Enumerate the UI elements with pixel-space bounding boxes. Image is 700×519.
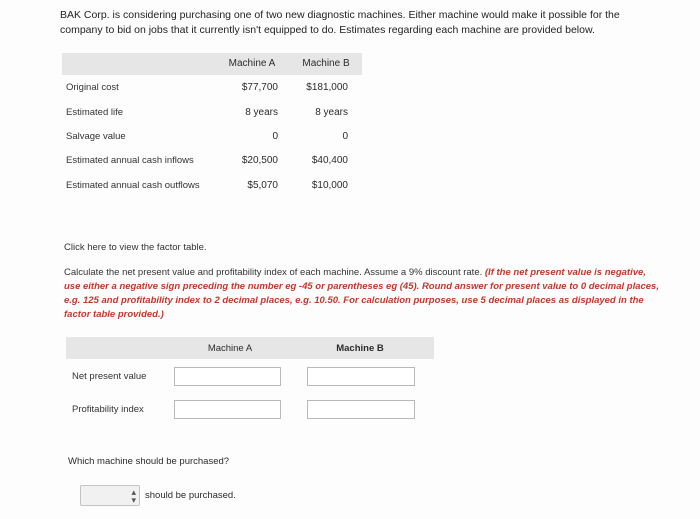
machine-select-dropdown[interactable] bbox=[80, 485, 140, 506]
chevron-updown-icon: ▴ ▾ bbox=[131, 487, 136, 505]
row-label-cash-outflows: Estimated annual cash outflows bbox=[66, 180, 200, 191]
instructions bbox=[64, 266, 660, 322]
machine-b-npv-input[interactable] bbox=[307, 367, 415, 386]
machine-a-npv-input[interactable] bbox=[174, 367, 281, 386]
machine-b-cash-inflows: $40,400 bbox=[311, 155, 348, 166]
row-label-cash-inflows: Estimated annual cash inflows bbox=[66, 155, 194, 166]
machine-b-header: Machine B bbox=[302, 58, 350, 69]
row-label-profitability-index: Profitability index bbox=[72, 404, 144, 415]
row-label-estimated-life: Estimated life bbox=[66, 107, 124, 118]
machine-a-cash-inflows: $20,500 bbox=[241, 155, 278, 166]
machine-b-salvage-value: 0 bbox=[342, 131, 348, 142]
machine-a-original-cost: $77,700 bbox=[241, 82, 278, 93]
machine-a-pi-input[interactable] bbox=[174, 400, 281, 419]
row-label-original-cost: Original cost bbox=[66, 82, 119, 93]
instructions-emphasis: (If the net present value is negative, use either a negative sign preceding the number eg -45 or parentheses eg (45). Round answer for present value to 0 decimal places, e.g. 125 and profitability index to 2 decimal places, e.g. 10.50. For calculation purposes, use 5 decimal places as displayed in the factor table provided.) bbox=[64, 267, 659, 320]
machine-a-estimated-life: 8 years bbox=[245, 107, 278, 118]
machine-b-cash-outflows: $10,000 bbox=[311, 180, 348, 191]
row-label-salvage-value: Salvage value bbox=[66, 131, 126, 142]
purchase-suffix: should be purchased. bbox=[145, 490, 236, 501]
machine-b-estimated-life: 8 years bbox=[315, 107, 348, 118]
machine-a-header: Machine A bbox=[228, 58, 276, 69]
machine-a-salvage-value: 0 bbox=[272, 131, 278, 142]
answer-machine-a-header: Machine A bbox=[207, 343, 253, 354]
factor-table-link[interactable]: Click here to view the factor table. bbox=[64, 242, 207, 253]
row-label-net-present-value: Net present value bbox=[72, 371, 147, 382]
instructions-plain: Calculate the net present value and profitability index of each machine. Assume a 9% discount rate. bbox=[64, 267, 485, 278]
machine-b-original-cost: $181,000 bbox=[306, 82, 348, 93]
purchase-question: Which machine should be purchased? bbox=[68, 456, 230, 467]
machine-a-cash-outflows: $5,070 bbox=[247, 180, 278, 191]
machine-b-pi-input[interactable] bbox=[307, 400, 415, 419]
problem-intro: BAK Corp. is considering purchasing one of two new diagnostic machines. Either machine would make it possible for the company to bid on jobs that it currently isn't equipped to do. Estimates regarding each machine are provided below. bbox=[60, 9, 620, 36]
answer-machine-b-header: Machine B bbox=[336, 343, 384, 354]
